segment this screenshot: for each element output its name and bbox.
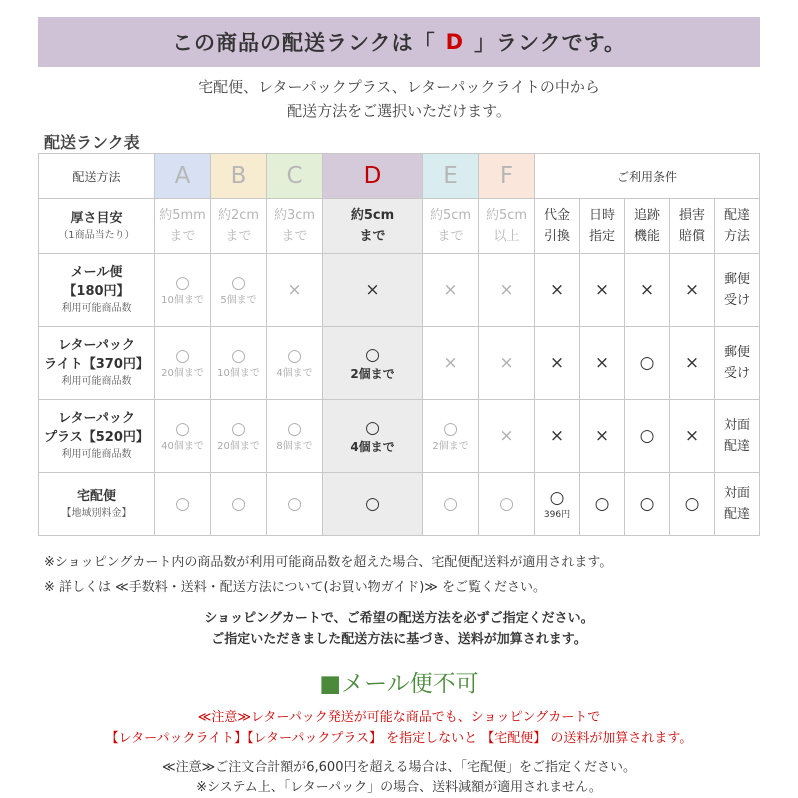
thickness-a <box>155 199 211 254</box>
mark: ○ <box>287 494 302 514</box>
cell-mail-b <box>211 254 267 327</box>
rank-e-header: E <box>423 154 479 199</box>
count: 4個まで <box>276 368 313 379</box>
cond-lpp-delivery <box>715 400 760 473</box>
thickness-row <box>39 199 760 254</box>
row-label-lp-light <box>39 327 155 400</box>
cond-lpl-delivery <box>715 327 760 400</box>
mark: ○ <box>499 494 514 514</box>
thickness-label <box>39 199 155 254</box>
thickness-a-2: まで <box>169 229 196 244</box>
delivery-2: 配達 <box>723 507 750 522</box>
cond-datetime-2: 指定 <box>588 229 615 244</box>
cond-mail-tracking: × <box>625 254 670 327</box>
intro-line-1: 宅配便、レターパックプラス、レターパックライトの中から <box>198 78 600 96</box>
rank-d-header: D <box>323 154 423 199</box>
mark: × <box>499 280 514 300</box>
cell-tk-d <box>323 473 423 536</box>
intro-line-2: 配送方法をご選択いただけます。 <box>287 102 511 120</box>
cond-lpp-insurance: × <box>670 400 715 473</box>
cond-mail-insurance: × <box>670 254 715 327</box>
cond-tk-datetime: ○ <box>580 473 625 536</box>
mark: ○ <box>365 345 380 365</box>
table-row <box>39 254 760 327</box>
thickness-f <box>479 199 535 254</box>
cond-cod-header <box>535 199 580 254</box>
delivery-1: 対面 <box>723 418 750 433</box>
cond-lpp-cod: × <box>535 400 580 473</box>
note-line-3: ≪注意≫ご注文合計額が6,600円を超える場合は、「宅配便」をご指定ください。 <box>162 760 636 775</box>
mark: ○ <box>175 494 190 514</box>
cond-lpp-tracking: ○ <box>625 400 670 473</box>
thickness-c-2: まで <box>281 229 308 244</box>
mark: ○ <box>287 346 302 366</box>
caution-line-1: ≪注意≫レターパック発送が可能な商品でも、ショッピングカートで <box>197 710 601 725</box>
cond-lpl-datetime: × <box>580 327 625 400</box>
cond-mail-datetime: × <box>580 254 625 327</box>
cell-lpp-d <box>323 400 423 473</box>
cond-lpl-tracking: ○ <box>625 327 670 400</box>
header-row <box>39 154 760 199</box>
mark: ○ <box>365 418 380 438</box>
row-name: レターパック <box>58 411 135 426</box>
row-name: メール便 <box>70 265 123 280</box>
delivery-1: 郵便 <box>723 272 750 287</box>
delivery-2: 受け <box>723 366 750 381</box>
thickness-c-1: 約3cm <box>273 208 316 223</box>
cell-lpl-d <box>323 327 423 400</box>
cond-lpp-datetime: × <box>580 400 625 473</box>
cond-tk-delivery <box>715 473 760 536</box>
caution-line-2: 【レターパックライト】【レターパックプラス】 を指定しないと 【宅配便】 の送料が加算されます。 <box>105 731 693 746</box>
count: 20個まで <box>161 368 204 379</box>
mark: ○ <box>231 273 246 293</box>
thickness-e-1: 約5cm <box>429 208 472 223</box>
note-line-1: ※ショッピングカート内の商品数が利用可能商品数を超えた場合、宅配便配送料が適用されます。 <box>44 555 613 570</box>
cell-lpp-f <box>479 400 535 473</box>
cond-insurance-1: 損害 <box>678 208 705 223</box>
count: 4個まで <box>350 440 395 454</box>
cell-mail-c <box>267 254 323 327</box>
cell-tk-a <box>155 473 211 536</box>
cond-tracking-header <box>625 199 670 254</box>
cond-tk-tracking: ○ <box>625 473 670 536</box>
cond-delivery-1: 配達 <box>723 208 750 223</box>
count: 20個まで <box>217 441 260 452</box>
thickness-d <box>323 199 423 254</box>
cell-lpp-c <box>267 400 323 473</box>
cond-delivery-header <box>715 199 760 254</box>
row-name: 宅配便 <box>76 488 116 504</box>
mark: ○ <box>549 488 565 508</box>
mark: × <box>365 280 380 300</box>
mark: × <box>287 280 302 300</box>
cell-lpl-f <box>479 327 535 400</box>
row-price: プラス【520円】 <box>44 430 149 445</box>
mark: ○ <box>365 494 380 514</box>
table-row <box>39 473 760 536</box>
thickness-f-1: 約5cm <box>485 208 528 223</box>
count: 2個まで <box>432 441 469 452</box>
instruction-line-2: ご指定いただきました配送方法に基づき、送料が加算されます。 <box>211 632 587 647</box>
thickness-b-2: まで <box>225 229 252 244</box>
thickness-c <box>267 199 323 254</box>
cell-tk-e <box>423 473 479 536</box>
cond-mail-delivery <box>715 254 760 327</box>
cell-lpp-e <box>423 400 479 473</box>
cond-lpl-cod: × <box>535 327 580 400</box>
cell-lpl-b <box>211 327 267 400</box>
cell-lpp-a <box>155 400 211 473</box>
row-sub: 【地域別料金】 <box>61 507 132 519</box>
count: 10個まで <box>161 295 204 306</box>
thickness-d-2: まで <box>359 229 386 244</box>
rank-banner <box>38 17 760 67</box>
rank-a-header: A <box>155 154 211 199</box>
row-sub: 利用可能商品数 <box>61 376 132 387</box>
cell-mail-d <box>323 254 423 327</box>
mark: ○ <box>175 419 190 439</box>
thickness-f-2: 以上 <box>493 229 520 244</box>
mark: ○ <box>443 419 458 439</box>
mark: × <box>443 280 458 300</box>
banner-rank: D <box>445 30 465 54</box>
delivery-1: 対面 <box>723 486 750 501</box>
note-line-4: ※システム上、「レターパック」の場合、送料減額が適用されません。 <box>196 780 602 795</box>
cell-lpl-c <box>267 327 323 400</box>
count: 40個まで <box>161 441 204 452</box>
cell-tk-b <box>211 473 267 536</box>
rank-b-header: B <box>211 154 267 199</box>
mark: × <box>499 426 514 446</box>
table-title: 配送ランク表 <box>44 133 140 152</box>
thickness-e-2: まで <box>437 229 464 244</box>
cond-cod-1: 代金 <box>543 208 570 223</box>
mark: ○ <box>175 273 190 293</box>
mark: ○ <box>443 494 458 514</box>
cond-insurance-header <box>670 199 715 254</box>
cond-datetime-1: 日時 <box>588 208 615 223</box>
cell-mail-a <box>155 254 211 327</box>
thickness-title: 厚さ目安 <box>70 210 123 226</box>
row-sub: 利用可能商品数 <box>61 449 132 460</box>
row-label-mail <box>39 254 155 327</box>
thickness-b-1: 約2cm <box>217 208 260 223</box>
mark: ○ <box>287 419 302 439</box>
row-label-lp-plus <box>39 400 155 473</box>
thickness-a-1: 約5mm <box>159 208 206 223</box>
cod-fee: 396円 <box>543 510 571 520</box>
method-header: 配送方法 <box>39 154 155 199</box>
mark: × <box>443 353 458 373</box>
cell-tk-f <box>479 473 535 536</box>
conditions-header: ご利用条件 <box>535 154 760 199</box>
banner-suffix: 」ランクです。 <box>474 31 626 55</box>
row-name: レターパック <box>58 338 135 353</box>
cond-tracking-1: 追跡 <box>633 208 660 223</box>
count: 8個まで <box>276 441 313 452</box>
count: 10個まで <box>217 368 260 379</box>
cond-insurance-2: 賠償 <box>678 229 705 244</box>
count: 5個まで <box>220 295 257 306</box>
table-row <box>39 400 760 473</box>
cell-lpl-a <box>155 327 211 400</box>
cond-tk-insurance: ○ <box>670 473 715 536</box>
cond-tk-cod <box>535 473 580 536</box>
cond-datetime-header <box>580 199 625 254</box>
banner-prefix: この商品の配送ランクは「 <box>172 31 436 55</box>
cond-mail-cod: × <box>535 254 580 327</box>
row-label-takuhai <box>39 473 155 536</box>
mark: × <box>499 353 514 373</box>
shipping-rank-table <box>38 153 760 536</box>
table-row <box>39 327 760 400</box>
mark: ○ <box>231 419 246 439</box>
thickness-e <box>423 199 479 254</box>
cond-lpl-insurance: × <box>670 327 715 400</box>
mail-not-available: ■メール便不可 <box>319 671 479 697</box>
cond-cod-2: 引換 <box>543 229 570 244</box>
cell-lpp-b <box>211 400 267 473</box>
cell-mail-e <box>423 254 479 327</box>
rank-f-header: F <box>479 154 535 199</box>
cond-tracking-2: 機能 <box>633 229 660 244</box>
row-sub: 利用可能商品数 <box>61 303 132 314</box>
count: 2個まで <box>350 367 395 381</box>
cell-lpl-e <box>423 327 479 400</box>
delivery-2: 受け <box>723 293 750 308</box>
thickness-b <box>211 199 267 254</box>
mark: ○ <box>231 346 246 366</box>
note-line-2: ※ 詳しくは ≪手数料・送料・配送方法について(お買い物ガイド)≫ をご覧ください。 <box>44 580 547 595</box>
thickness-sub: （1商品当たり） <box>58 229 135 241</box>
delivery-1: 郵便 <box>723 345 750 360</box>
row-price: 【180円】 <box>63 284 130 299</box>
instruction-line-1: ショッピングカートで、ご希望の配送方法を必ずご指定ください。 <box>204 611 594 626</box>
thickness-d-1: 約5cm <box>350 208 395 223</box>
row-price: ライト【370円】 <box>44 357 149 372</box>
mark: ○ <box>231 494 246 514</box>
cell-mail-f <box>479 254 535 327</box>
mark: ○ <box>175 346 190 366</box>
rank-c-header: C <box>267 154 323 199</box>
cond-delivery-2: 方法 <box>723 229 750 244</box>
delivery-2: 配達 <box>723 439 750 454</box>
cell-tk-c <box>267 473 323 536</box>
